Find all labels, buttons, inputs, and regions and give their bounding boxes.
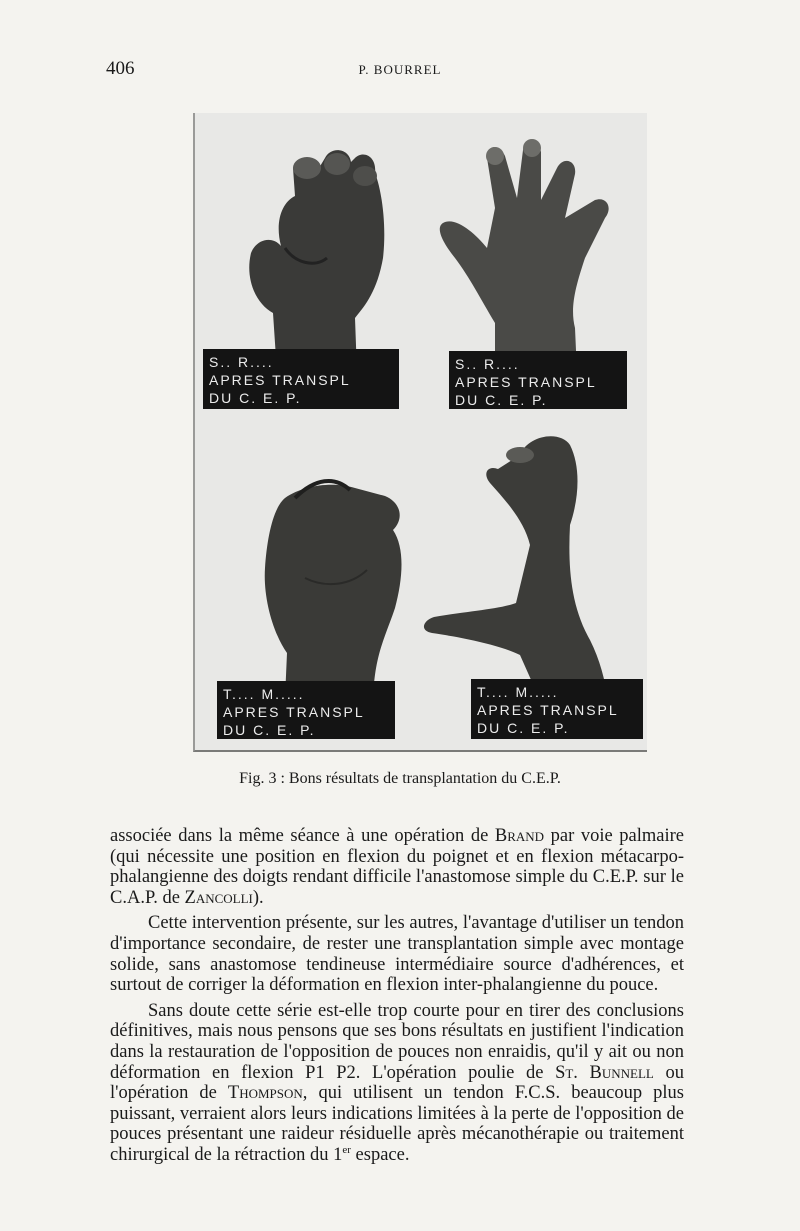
hand-photo-open-palm: [425, 128, 635, 373]
label-line: DU C. E. P.: [455, 392, 548, 408]
label-line: S.. R....: [209, 354, 274, 370]
label-line: T.... M.....: [223, 686, 305, 702]
author-name: Thompson: [227, 1083, 303, 1104]
label-line: S.. R....: [455, 356, 520, 372]
label-line: APRES TRANSPL: [455, 374, 597, 390]
paragraph: Cette intervention présente, sur les autres, l'avantage d'utiliser un tendon d'importance secondaire, de rester une transplantation simple avec montage solide, sans anastomose tendineuse intermédiaire source d'adhérences, et surtout de corriger la déformation en flexion inter-phalangienne du pouce.: [110, 913, 684, 996]
hand-photo-side: [420, 425, 640, 700]
page-number: 406: [106, 58, 135, 79]
label-line: APRES TRANSPL: [477, 702, 619, 718]
hand-photo-fist: [215, 128, 395, 373]
label-line: DU C. E. P.: [209, 390, 302, 406]
text-run: associée dans la même séance à une opération de: [110, 826, 495, 846]
photo-label-top-right: [449, 351, 627, 409]
author-name: Brand: [494, 826, 545, 846]
text-run: ).: [252, 887, 264, 908]
figure-plate: [193, 113, 647, 752]
body-text: [110, 826, 684, 1171]
text-run: Sans doute cette série est-elle trop courte pour en tirer des conclusions définitives, mais nous pensons que ses bons résultats en justifient l'indication dans la restauration de l'opposition de pouces non enraidis, qu'il y ait ou non déformation en flexion P1 P2. L'opération poulie de: [110, 1000, 684, 1083]
author-name: St. Bunnell: [555, 1062, 654, 1083]
author-name: Zancolli: [184, 887, 253, 908]
photo-label-bottom-right: [471, 679, 643, 739]
text-run: , qui utilisent un tendon F.C.S. beaucoup plus puissant, verraient alors leurs indications limitées à la perte de l'opposition de pouces présentant une raideur résiduelle après mécanothérapie ou traitement chirurgical de la rétraction du 1: [110, 1083, 684, 1165]
superscript: er: [342, 1143, 351, 1156]
hand-photo-cupped: [235, 458, 415, 698]
label-line: DU C. E. P.: [477, 720, 570, 736]
text-run: ou l'opération de: [110, 1062, 684, 1104]
photo-label-bottom-left: [217, 681, 395, 739]
label-line: APRES TRANSPL: [223, 704, 365, 720]
text-run: espace.: [350, 1144, 410, 1165]
label-line: DU C. E. P.: [223, 722, 316, 738]
paragraph: [110, 826, 684, 908]
photo-label-top-left: [203, 349, 399, 409]
text-run: par voie palmaire (qui nécessite une position en flexion du poignet et en flexion métacarpo-phalangienne des doigts rendant difficile l'anastomose simple du C.E.P. sur le C.A.P. de: [110, 826, 685, 908]
running-head: P. BOURREL: [358, 62, 442, 77]
label-line: T.... M.....: [477, 684, 559, 700]
paragraph: [110, 1001, 684, 1166]
label-line: APRES TRANSPL: [209, 372, 351, 388]
figure-caption: Fig. 3 : Bons résultats de transplantation du C.E.P.: [239, 770, 561, 787]
